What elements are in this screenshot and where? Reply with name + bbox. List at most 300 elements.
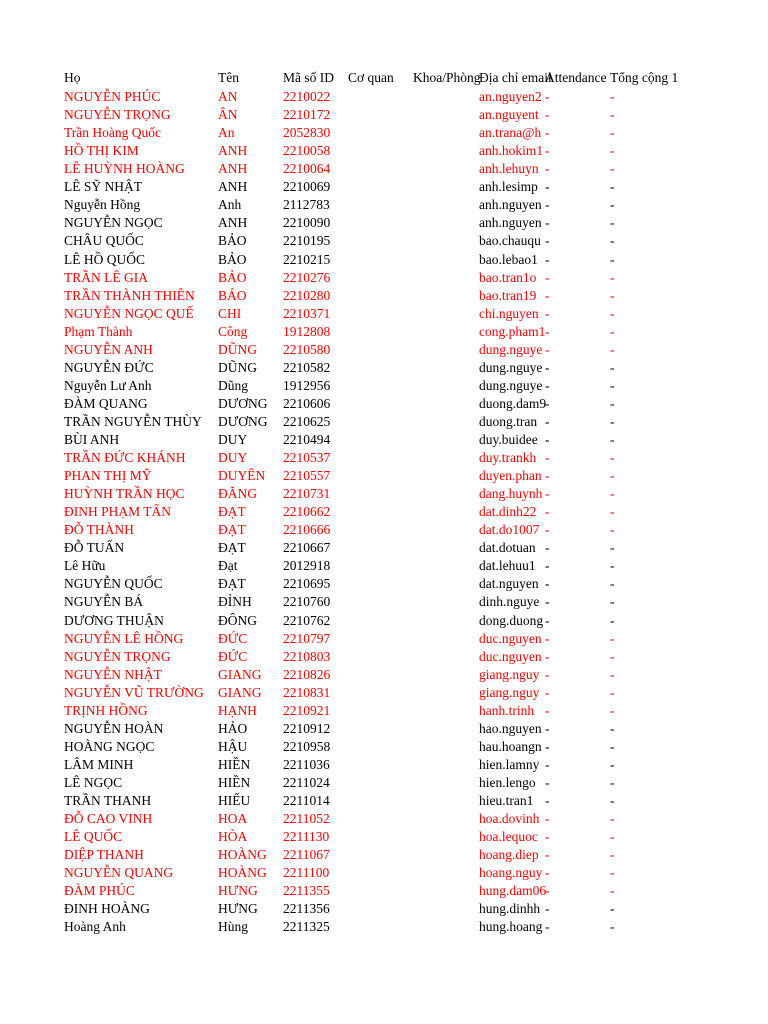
id-cell[interactable]: 2210625 bbox=[283, 413, 331, 429]
ho-cell[interactable]: NGUYỄN BÁ bbox=[64, 594, 144, 610]
id-cell[interactable]: 2210172 bbox=[283, 107, 331, 122]
ten-cell[interactable]: HIỀN bbox=[218, 756, 251, 772]
total-cell[interactable]: - bbox=[610, 865, 615, 881]
id-cell[interactable]: 2211100 bbox=[283, 865, 330, 881]
table-row bbox=[0, 305, 768, 323]
ten-cell[interactable]: HOÀNG bbox=[218, 865, 267, 881]
total-cell[interactable]: - bbox=[610, 793, 615, 808]
ho-cell[interactable]: TRỊNH HỒNG bbox=[64, 702, 148, 718]
email-cell[interactable]: anh.lesimp bbox=[479, 179, 538, 195]
attendance-cell[interactable]: - bbox=[545, 594, 550, 610]
email-cell[interactable]: hoa.lequoc bbox=[479, 829, 538, 845]
ho-cell[interactable]: NGUYỄN TRỌNG bbox=[64, 107, 171, 122]
email-cell[interactable]: hung.dinhh bbox=[479, 901, 541, 917]
email-cell[interactable]: dat.dinh22 bbox=[479, 504, 537, 520]
ten-cell[interactable]: GIANG bbox=[218, 666, 262, 682]
ten-cell[interactable]: ANH bbox=[218, 161, 248, 177]
email-cell[interactable]: dung.nguye bbox=[479, 377, 543, 393]
ho-cell[interactable]: NGUYỄN LÊ HỒNG bbox=[64, 630, 184, 646]
total-cell[interactable]: - bbox=[610, 594, 615, 610]
ten-cell[interactable]: ANH bbox=[218, 143, 248, 159]
ho-cell[interactable]: NGUYỄN ĐỨC bbox=[64, 359, 154, 375]
total-cell[interactable]: - bbox=[610, 522, 615, 538]
id-cell[interactable]: 2210695 bbox=[283, 576, 331, 592]
ten-cell[interactable]: HẢO bbox=[218, 720, 248, 736]
attendance-cell[interactable]: - bbox=[545, 468, 550, 484]
email-cell[interactable]: an.nguyent bbox=[479, 107, 539, 122]
total-cell[interactable]: - bbox=[610, 504, 615, 520]
table-row bbox=[0, 792, 768, 810]
attendance-cell[interactable]: - bbox=[545, 323, 550, 339]
id-cell[interactable]: 2210606 bbox=[283, 395, 331, 411]
attendance-cell[interactable]: - bbox=[545, 251, 550, 267]
email-cell[interactable]: bao.tran19 bbox=[479, 287, 537, 303]
attendance-cell[interactable]: - bbox=[545, 666, 550, 682]
ho-cell[interactable]: LÊ QUỐC bbox=[64, 829, 123, 845]
ho-cell[interactable]: Phạm Thành bbox=[64, 323, 133, 339]
ten-cell[interactable]: DUY bbox=[218, 431, 248, 447]
ho-cell[interactable]: ĐÀM QUANG bbox=[64, 395, 148, 411]
ho-cell[interactable]: Hoàng Anh bbox=[64, 919, 126, 935]
email-cell[interactable]: dat.dotuan bbox=[479, 540, 536, 556]
id-cell[interactable]: 2210494 bbox=[283, 431, 331, 447]
ho-cell[interactable]: NGUYỄN NGỌC bbox=[64, 215, 163, 231]
email-cell[interactable]: hoang.nguy bbox=[479, 865, 543, 881]
email-cell[interactable]: duong.tran bbox=[479, 413, 538, 429]
total-cell[interactable]: - bbox=[610, 125, 615, 141]
attendance-cell[interactable]: - bbox=[545, 829, 550, 845]
total-cell[interactable]: - bbox=[610, 847, 615, 863]
attendance-cell[interactable]: - bbox=[545, 865, 550, 881]
id-cell[interactable]: 2210064 bbox=[283, 161, 331, 177]
ten-cell[interactable]: ĐÔNG bbox=[218, 612, 257, 628]
id-cell[interactable]: 2210921 bbox=[283, 702, 331, 718]
attendance-cell[interactable]: - bbox=[545, 233, 550, 249]
id-cell[interactable]: 2210580 bbox=[283, 341, 331, 357]
total-cell[interactable]: - bbox=[610, 648, 615, 664]
email-cell[interactable]: dinh.nguye bbox=[479, 594, 540, 610]
email-cell[interactable]: hoa.dovinh bbox=[479, 811, 540, 826]
ho-cell[interactable]: PHAN THỊ MỸ bbox=[64, 468, 152, 484]
id-cell[interactable]: 1912808 bbox=[283, 323, 331, 339]
email-cell[interactable]: dung.nguye bbox=[479, 359, 543, 375]
email-cell[interactable]: duc.nguyen bbox=[479, 630, 542, 646]
ho-cell[interactable]: LÊ HUỲNH HOÀNG bbox=[64, 161, 185, 177]
attendance-cell[interactable]: - bbox=[545, 702, 550, 718]
table-row bbox=[0, 774, 768, 792]
ho-cell[interactable]: HOÀNG NGỌC bbox=[64, 738, 155, 754]
ten-cell[interactable]: AN bbox=[218, 89, 238, 104]
ten-cell[interactable]: HOA bbox=[218, 811, 248, 826]
ten-cell[interactable]: CHI bbox=[218, 305, 242, 321]
attendance-cell[interactable]: - bbox=[545, 883, 550, 899]
id-cell[interactable]: 2210371 bbox=[283, 305, 331, 321]
ho-cell[interactable]: ĐỖ THÀNH bbox=[64, 522, 134, 538]
id-cell[interactable]: 2210090 bbox=[283, 215, 331, 231]
email-cell[interactable]: hung.hoang bbox=[479, 919, 543, 935]
total-cell[interactable]: - bbox=[610, 89, 615, 104]
ten-cell[interactable]: Hùng bbox=[218, 919, 248, 935]
email-cell[interactable]: dat.do1007 bbox=[479, 522, 540, 538]
ten-cell[interactable]: HẬU bbox=[218, 738, 248, 754]
email-cell[interactable]: anh.hokim1 bbox=[479, 143, 544, 159]
total-cell[interactable]: - bbox=[610, 756, 615, 772]
ten-cell[interactable]: GIANG bbox=[218, 684, 262, 700]
total-cell[interactable]: - bbox=[610, 107, 615, 122]
ten-cell[interactable]: ĐẠT bbox=[218, 522, 246, 538]
ho-cell[interactable]: BÙI ANH bbox=[64, 431, 120, 447]
attendance-cell[interactable]: - bbox=[545, 431, 550, 447]
email-cell[interactable]: bao.tran1o bbox=[479, 269, 537, 285]
id-cell[interactable]: 2012918 bbox=[283, 558, 331, 574]
ho-cell[interactable]: NGUYỄN HOÀN bbox=[64, 720, 164, 736]
attendance-cell[interactable]: - bbox=[545, 125, 550, 141]
ho-cell[interactable]: DIỆP THANH bbox=[64, 847, 144, 863]
attendance-cell[interactable]: - bbox=[545, 215, 550, 231]
email-cell[interactable]: dang.huynh bbox=[479, 486, 543, 502]
email-cell[interactable]: cong.pham1 bbox=[479, 323, 546, 339]
id-cell[interactable]: 2210731 bbox=[283, 486, 331, 502]
ho-cell[interactable]: LÊ NGỌC bbox=[64, 774, 123, 790]
header-email[interactable]: Địa chỉ email bbox=[479, 70, 552, 85]
attendance-cell[interactable]: - bbox=[545, 413, 550, 429]
total-cell[interactable]: - bbox=[610, 215, 615, 231]
attendance-cell[interactable]: - bbox=[545, 720, 550, 736]
ten-cell[interactable]: HÒA bbox=[218, 829, 248, 845]
total-cell[interactable]: - bbox=[610, 720, 615, 736]
total-cell[interactable]: - bbox=[610, 143, 615, 159]
email-cell[interactable]: duyen.phan bbox=[479, 468, 542, 484]
ten-cell[interactable]: BẢO bbox=[218, 251, 247, 267]
ho-cell[interactable]: LÂM MINH bbox=[64, 756, 134, 772]
attendance-cell[interactable]: - bbox=[545, 648, 550, 664]
attendance-cell[interactable]: - bbox=[545, 522, 550, 538]
id-cell[interactable]: 2211356 bbox=[283, 901, 330, 917]
ten-cell[interactable]: ANH bbox=[218, 215, 248, 231]
id-cell[interactable]: 2211355 bbox=[283, 883, 330, 899]
ten-cell[interactable]: ĐẠT bbox=[218, 540, 246, 556]
id-cell[interactable]: 2211130 bbox=[283, 829, 330, 845]
ho-cell[interactable]: ĐỖ CAO VINH bbox=[64, 811, 153, 826]
email-cell[interactable]: hau.hoangn bbox=[479, 738, 542, 754]
ten-cell[interactable]: Anh bbox=[218, 197, 242, 213]
email-cell[interactable]: chi.nguyen bbox=[479, 305, 539, 321]
ten-cell[interactable]: An bbox=[218, 125, 235, 141]
ten-cell[interactable]: DŨNG bbox=[218, 359, 257, 375]
attendance-cell[interactable]: - bbox=[545, 341, 550, 357]
table-row bbox=[0, 864, 768, 882]
total-cell[interactable]: - bbox=[610, 431, 615, 447]
ten-cell[interactable]: HOÀNG bbox=[218, 847, 267, 863]
attendance-cell[interactable]: - bbox=[545, 161, 550, 177]
email-cell[interactable]: bao.chauqu bbox=[479, 233, 541, 249]
id-cell[interactable]: 2210215 bbox=[283, 251, 331, 267]
ho-cell[interactable]: NGUYỄN QUANG bbox=[64, 865, 174, 881]
id-cell[interactable]: 2210958 bbox=[283, 738, 331, 754]
total-cell[interactable]: - bbox=[610, 774, 615, 790]
ten-cell[interactable]: ĐẠT bbox=[218, 576, 246, 592]
email-cell[interactable]: hao.nguyen bbox=[479, 720, 542, 736]
total-cell[interactable]: - bbox=[610, 395, 615, 411]
attendance-cell[interactable]: - bbox=[545, 89, 550, 104]
total-cell[interactable]: - bbox=[610, 197, 615, 213]
total-cell[interactable]: - bbox=[610, 738, 615, 754]
email-cell[interactable]: anh.nguyen bbox=[479, 215, 542, 231]
email-cell[interactable]: bao.lebao1 bbox=[479, 251, 538, 267]
total-cell[interactable]: - bbox=[610, 901, 615, 917]
id-cell[interactable]: 2211325 bbox=[283, 919, 330, 935]
header-co-quan[interactable]: Cơ quan bbox=[348, 70, 394, 85]
email-cell[interactable]: anh.lehuyn bbox=[479, 161, 539, 177]
attendance-cell[interactable]: - bbox=[545, 179, 550, 195]
total-cell[interactable]: - bbox=[610, 702, 615, 718]
ten-cell[interactable]: BẢO bbox=[218, 233, 247, 249]
id-cell[interactable]: 1912956 bbox=[283, 377, 331, 393]
attendance-cell[interactable]: - bbox=[545, 919, 550, 935]
total-cell[interactable]: - bbox=[610, 558, 615, 574]
attendance-cell[interactable]: - bbox=[545, 269, 550, 285]
attendance-cell[interactable]: - bbox=[545, 143, 550, 159]
email-cell[interactable]: dung.nguye bbox=[479, 341, 543, 357]
ho-cell[interactable]: NGUYỄN QUỐC bbox=[64, 576, 163, 592]
ho-cell[interactable]: TRẦN THANH bbox=[64, 793, 152, 808]
ho-cell[interactable]: Nguyễn Hồng bbox=[64, 197, 141, 213]
id-cell[interactable]: 2210826 bbox=[283, 666, 331, 682]
ho-cell[interactable]: HUỲNH TRẦN HỌC bbox=[64, 486, 185, 502]
ten-cell[interactable]: ANH bbox=[218, 179, 248, 195]
total-cell[interactable]: - bbox=[610, 323, 615, 339]
email-cell[interactable]: duc.nguyen bbox=[479, 648, 542, 664]
id-cell[interactable]: 2210803 bbox=[283, 648, 331, 664]
id-cell[interactable]: 2210195 bbox=[283, 233, 331, 249]
email-cell[interactable]: hien.lengo bbox=[479, 774, 536, 790]
total-cell[interactable]: - bbox=[610, 287, 615, 303]
id-cell[interactable]: 2211052 bbox=[283, 811, 330, 826]
table-row bbox=[0, 214, 768, 232]
id-cell[interactable]: 2210022 bbox=[283, 89, 331, 104]
attendance-cell[interactable]: - bbox=[545, 811, 550, 826]
id-cell[interactable]: 2210762 bbox=[283, 612, 331, 628]
email-cell[interactable]: an.trana@h bbox=[479, 125, 542, 141]
table-row bbox=[0, 323, 768, 341]
attendance-cell[interactable]: - bbox=[545, 305, 550, 321]
ho-cell[interactable]: TRẦN NGUYỄN THÙY bbox=[64, 413, 202, 429]
ten-cell[interactable]: DUY bbox=[218, 450, 248, 465]
ten-cell[interactable]: ĐỨC bbox=[218, 648, 248, 664]
ho-cell[interactable]: ĐINH PHẠM TẤN bbox=[64, 504, 172, 520]
header-ten[interactable]: Tên bbox=[218, 70, 239, 85]
ten-cell[interactable]: ĐẠT bbox=[218, 504, 246, 520]
attendance-cell[interactable]: - bbox=[545, 486, 550, 502]
email-cell[interactable]: dat.nguyen bbox=[479, 576, 539, 592]
email-cell[interactable]: dat.lehuu1 bbox=[479, 558, 536, 574]
ho-cell[interactable]: Lê Hữu bbox=[64, 558, 106, 574]
ho-cell[interactable]: NGUYỄN ANH bbox=[64, 341, 153, 357]
ten-cell[interactable]: HIỀN bbox=[218, 774, 251, 790]
attendance-cell[interactable]: - bbox=[545, 287, 550, 303]
total-cell[interactable]: - bbox=[610, 919, 615, 935]
email-cell[interactable]: duong.dam9 bbox=[479, 395, 547, 411]
total-cell[interactable]: - bbox=[610, 341, 615, 357]
id-cell[interactable]: 2211067 bbox=[283, 847, 330, 863]
ho-cell[interactable]: Nguyễn Lư Anh bbox=[64, 377, 152, 393]
ten-cell[interactable]: DUYÊN bbox=[218, 468, 266, 484]
table-row bbox=[0, 918, 768, 936]
ho-cell[interactable]: TRẦN THÀNH THIÊN bbox=[64, 287, 195, 303]
total-cell[interactable]: - bbox=[610, 161, 615, 177]
ten-cell[interactable]: ĐỈNH bbox=[218, 594, 252, 610]
table-row bbox=[0, 232, 768, 250]
total-cell[interactable]: - bbox=[610, 179, 615, 195]
id-cell[interactable]: 2210912 bbox=[283, 720, 331, 736]
ho-cell[interactable]: ĐINH HOÀNG bbox=[64, 901, 150, 917]
id-cell[interactable]: 2052830 bbox=[283, 125, 331, 141]
attendance-cell[interactable]: - bbox=[545, 684, 550, 700]
ten-cell[interactable]: HIẾU bbox=[218, 793, 251, 808]
attendance-cell[interactable]: - bbox=[545, 395, 550, 411]
total-cell[interactable]: - bbox=[610, 576, 615, 592]
attendance-cell[interactable]: - bbox=[545, 558, 550, 574]
ho-cell[interactable]: NGUYỄN VŨ TRƯỜNG bbox=[64, 684, 204, 700]
ten-cell[interactable]: ÂN bbox=[218, 107, 238, 122]
id-cell[interactable]: 2211024 bbox=[283, 774, 330, 790]
total-cell[interactable]: - bbox=[610, 612, 615, 628]
ho-cell[interactable]: NGUYỄN NGỌC QUẾ bbox=[64, 305, 194, 321]
attendance-cell[interactable]: - bbox=[545, 377, 550, 393]
id-cell[interactable]: 2210831 bbox=[283, 684, 331, 700]
email-cell[interactable]: hung.dam06 bbox=[479, 883, 547, 899]
ho-cell[interactable]: Trần Hoàng Quốc bbox=[64, 125, 161, 141]
email-cell[interactable]: an.nguyen2 bbox=[479, 89, 542, 104]
ten-cell[interactable]: ĐỨC bbox=[218, 630, 248, 646]
attendance-cell[interactable]: - bbox=[545, 612, 550, 628]
ho-cell[interactable]: ĐÀM PHÚC bbox=[64, 883, 135, 899]
ten-cell[interactable]: Công bbox=[218, 323, 248, 339]
id-cell[interactable]: 2211014 bbox=[283, 793, 330, 808]
attendance-cell[interactable]: - bbox=[545, 630, 550, 646]
email-cell[interactable]: duy.buidee bbox=[479, 431, 538, 447]
total-cell[interactable]: - bbox=[610, 684, 615, 700]
ten-cell[interactable]: HƯNG bbox=[218, 883, 258, 899]
ten-cell[interactable]: BẢO bbox=[218, 287, 247, 303]
total-cell[interactable]: - bbox=[610, 377, 615, 393]
ho-cell[interactable]: NGUYỄN TRỌNG bbox=[64, 648, 171, 664]
id-cell[interactable]: 2210662 bbox=[283, 504, 331, 520]
ho-cell[interactable]: DƯƠNG THUẬN bbox=[64, 612, 164, 628]
ho-cell[interactable]: LÊ HỒ QUỐC bbox=[64, 251, 145, 267]
email-cell[interactable]: duy.trankh bbox=[479, 450, 537, 465]
ten-cell[interactable]: HẠNH bbox=[218, 702, 257, 718]
ten-cell[interactable]: Đạt bbox=[218, 558, 238, 574]
ho-cell[interactable]: HỒ THỊ KIM bbox=[64, 143, 139, 159]
total-cell[interactable]: - bbox=[610, 450, 615, 465]
email-cell[interactable]: giang.nguy bbox=[479, 684, 540, 700]
attendance-cell[interactable]: - bbox=[545, 504, 550, 520]
id-cell[interactable]: 2210058 bbox=[283, 143, 331, 159]
total-cell[interactable]: - bbox=[610, 468, 615, 484]
ten-cell[interactable]: Dũng bbox=[218, 377, 248, 393]
total-cell[interactable]: - bbox=[610, 359, 615, 375]
ho-cell[interactable]: TRẦN LÊ GIA bbox=[64, 269, 148, 285]
email-cell[interactable]: hoang.diep bbox=[479, 847, 539, 863]
id-cell[interactable]: 2112783 bbox=[283, 197, 330, 213]
id-cell[interactable]: 2210276 bbox=[283, 269, 331, 285]
table-row bbox=[0, 828, 768, 846]
attendance-cell[interactable]: - bbox=[545, 197, 550, 213]
total-cell[interactable]: - bbox=[610, 486, 615, 502]
ten-cell[interactable]: BẢO bbox=[218, 269, 247, 285]
total-cell[interactable]: - bbox=[610, 269, 615, 285]
total-cell[interactable]: - bbox=[610, 666, 615, 682]
email-cell[interactable]: hieu.tran1 bbox=[479, 793, 534, 808]
total-cell[interactable]: - bbox=[610, 251, 615, 267]
attendance-cell[interactable]: - bbox=[545, 847, 550, 863]
ten-cell[interactable]: DƯƠNG bbox=[218, 413, 268, 429]
id-cell[interactable]: 2210280 bbox=[283, 287, 331, 303]
email-cell[interactable]: giang.nguy bbox=[479, 666, 540, 682]
email-cell[interactable]: anh.nguyen bbox=[479, 197, 542, 213]
email-cell[interactable]: hien.lamny bbox=[479, 756, 540, 772]
header-ho[interactable]: Họ bbox=[64, 70, 81, 85]
total-cell[interactable]: - bbox=[610, 233, 615, 249]
id-cell[interactable]: 2210760 bbox=[283, 594, 331, 610]
ho-cell[interactable]: ĐỖ TUẤN bbox=[64, 540, 125, 556]
header-ma-so-id[interactable]: Mã số ID bbox=[283, 70, 334, 85]
total-cell[interactable]: - bbox=[610, 630, 615, 646]
attendance-cell[interactable]: - bbox=[545, 359, 550, 375]
id-cell[interactable]: 2210557 bbox=[283, 468, 331, 484]
attendance-cell[interactable]: - bbox=[545, 756, 550, 772]
ho-cell[interactable]: CHÂU QUỐC bbox=[64, 233, 144, 249]
total-cell[interactable]: - bbox=[610, 413, 615, 429]
ten-cell[interactable]: HƯNG bbox=[218, 901, 258, 917]
total-cell[interactable]: - bbox=[610, 540, 615, 556]
attendance-cell[interactable]: - bbox=[545, 793, 550, 808]
ho-cell[interactable]: LÊ SỸ NHẬT bbox=[64, 179, 142, 195]
attendance-cell[interactable]: - bbox=[545, 540, 550, 556]
attendance-cell[interactable]: - bbox=[545, 738, 550, 754]
header-attendance[interactable]: Attendance bbox=[545, 70, 607, 85]
email-cell[interactable]: dong.duong bbox=[479, 612, 544, 628]
ho-cell[interactable]: NGUYỄN PHÚC bbox=[64, 89, 161, 104]
ho-cell[interactable]: NGUYỄN NHẬT bbox=[64, 666, 162, 682]
attendance-cell[interactable]: - bbox=[545, 107, 550, 122]
header-khoa-phong[interactable]: Khoa/Phòng bbox=[413, 70, 481, 85]
id-cell[interactable]: 2211036 bbox=[283, 756, 330, 772]
ho-cell[interactable]: TRẦN ĐỨC KHÁNH bbox=[64, 450, 186, 465]
email-cell[interactable]: hanh.trinh bbox=[479, 702, 535, 718]
total-cell[interactable]: - bbox=[610, 883, 615, 899]
attendance-cell[interactable]: - bbox=[545, 576, 550, 592]
total-cell[interactable]: - bbox=[610, 811, 615, 826]
ten-cell[interactable]: DŨNG bbox=[218, 341, 257, 357]
id-cell[interactable]: 2210797 bbox=[283, 630, 331, 646]
attendance-cell[interactable]: - bbox=[545, 774, 550, 790]
total-cell[interactable]: - bbox=[610, 305, 615, 321]
id-cell[interactable]: 2210069 bbox=[283, 179, 331, 195]
id-cell[interactable]: 2210537 bbox=[283, 450, 331, 465]
id-cell[interactable]: 2210582 bbox=[283, 359, 331, 375]
attendance-cell[interactable]: - bbox=[545, 450, 550, 465]
header-tong-cong[interactable]: Tổng cộng 1 bbox=[610, 70, 679, 85]
id-cell[interactable]: 2210666 bbox=[283, 522, 331, 538]
ten-cell[interactable]: ĐĂNG bbox=[218, 486, 257, 502]
id-cell[interactable]: 2210667 bbox=[283, 540, 331, 556]
total-cell[interactable]: - bbox=[610, 829, 615, 845]
table-row bbox=[0, 359, 768, 377]
attendance-cell[interactable]: - bbox=[545, 901, 550, 917]
ten-cell[interactable]: DƯƠNG bbox=[218, 395, 268, 411]
